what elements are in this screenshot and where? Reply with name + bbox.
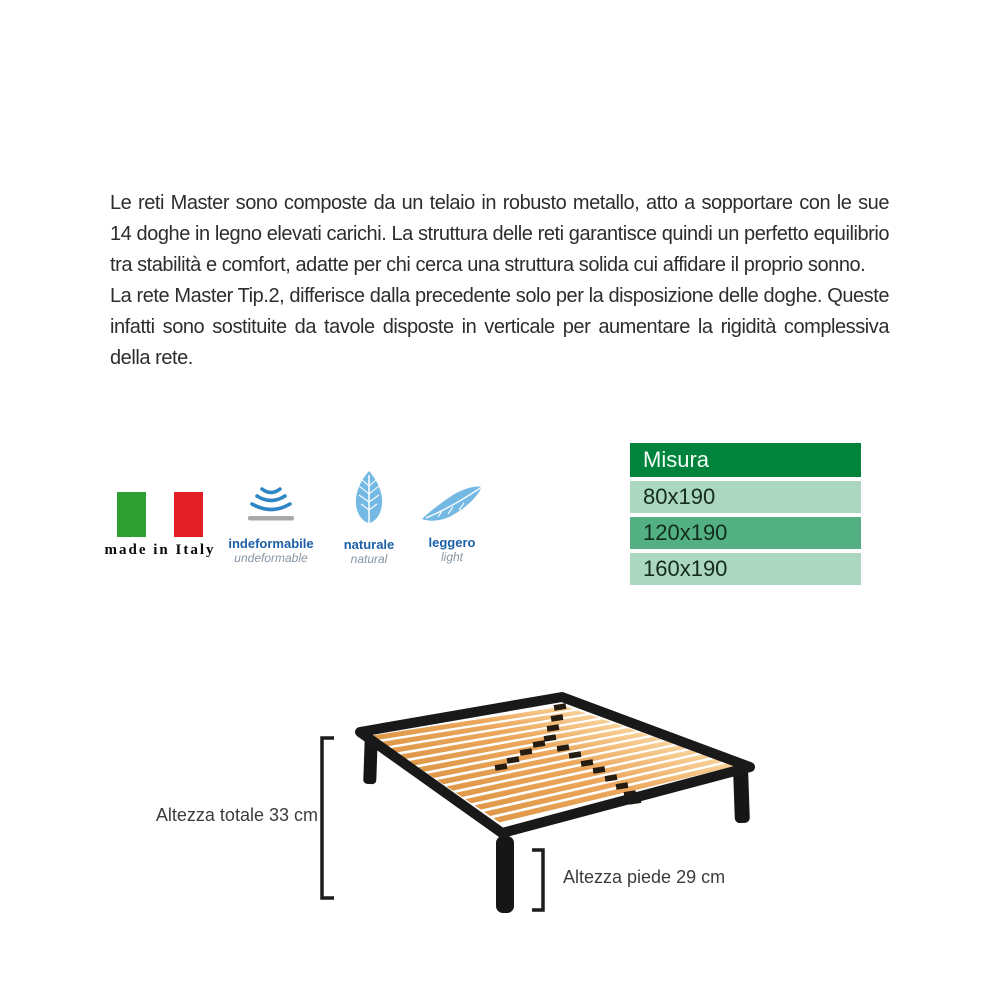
leg-height-bracket (532, 850, 543, 910)
size-table-header: Misura (630, 443, 861, 477)
badge-sublabel: light (440, 550, 463, 564)
total-height-label: Altezza totale 33 cm (155, 805, 318, 825)
italy-flag-icon (117, 492, 203, 537)
description-paragraph-2: La rete Master Tip.2, differisce dalla precedente solo per la disposizione delle doghe. Queste infatti sono sostituite da tavole disposte in verticale per aumentare la rigidità complessiva della rete. (110, 285, 889, 369)
size-table (630, 443, 861, 585)
badge-made-in-italy (102, 492, 218, 559)
badge-leggero (406, 484, 498, 564)
size-row-120x190: 120x190 (630, 517, 861, 549)
badge-indeformabile (228, 483, 314, 565)
size-row-80x190: 80x190 (630, 481, 861, 513)
badge-sublabel: natural (350, 552, 388, 566)
total-height-bracket (322, 738, 334, 898)
bed-frame-illustration (320, 670, 780, 960)
made-in-italy-label: made in Italy (104, 542, 216, 558)
badge-label: leggero (428, 535, 476, 550)
elastic-arcs-icon (243, 483, 299, 525)
badge-label: naturale (343, 537, 395, 552)
leg-height-label: Altezza piede 29 cm (563, 867, 726, 887)
size-row-160x190: 160x190 (630, 553, 861, 585)
leaf-icon (353, 470, 385, 526)
badge-sublabel: undeformable (234, 551, 308, 565)
description-paragraph-1: Le reti Master sono composte da un telaio in robusto metallo, atto a sopportare con le sue 14 doghe in legno elevati carichi. La struttura delle reti garantisce quindi un perfetto equilibrio tra stabilità e comfort, adatte per chi cerca una struttura solida cui affidare il proprio sonno. (110, 192, 889, 276)
slatted-bed-base-image (320, 670, 780, 960)
badge-naturale (327, 470, 411, 566)
badge-label: indeformabile (228, 536, 314, 551)
product-description (110, 188, 889, 374)
feather-icon (420, 484, 484, 524)
